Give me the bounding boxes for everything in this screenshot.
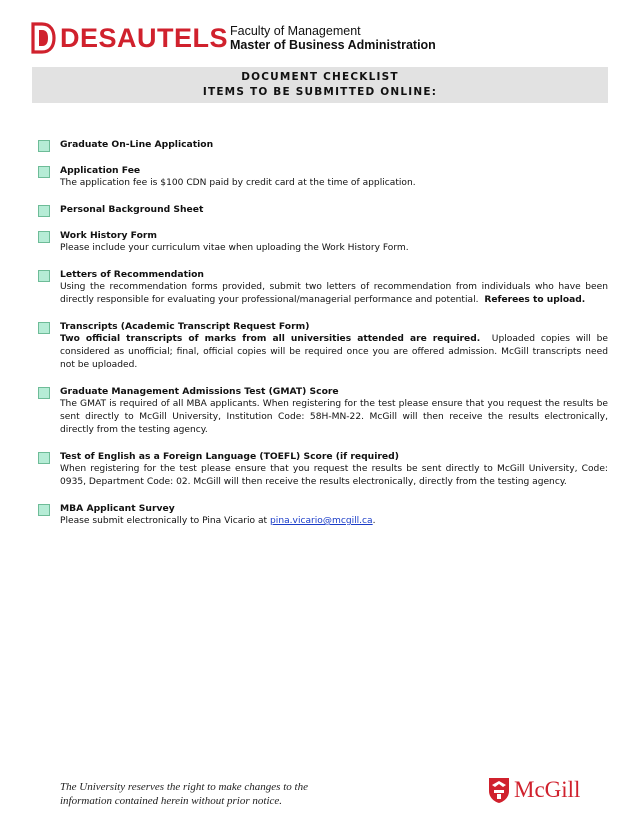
- checkbox[interactable]: [38, 387, 50, 399]
- checkbox[interactable]: [38, 322, 50, 334]
- desc-emphasis: Referees to upload.: [484, 295, 586, 305]
- header: [30, 18, 610, 58]
- mcgill-logo: [488, 776, 580, 804]
- mcgill-wordmark: McGill: [514, 777, 581, 802]
- checklist: [38, 138, 608, 528]
- desc-text: Please submit electronically to Pina Vicario at: [60, 516, 268, 526]
- desautels-logo-icon: [30, 22, 56, 54]
- disclaimer: [60, 780, 308, 808]
- banner-subtitle: ITEMS TO BE SUBMITTED ONLINE:: [202, 86, 438, 98]
- desc-end: .: [372, 516, 376, 526]
- banner-title: DOCUMENT CHECKLIST: [241, 71, 399, 83]
- desc-emphasis: Two official transcripts of marks from all universities attended are required.: [60, 334, 481, 344]
- checklist-item-survey: [38, 502, 608, 528]
- item-title: Application Fee: [60, 165, 141, 176]
- mcgill-crest-icon: [488, 776, 510, 804]
- item-desc: The application fee is $100 CDN paid by credit card at the time of application.: [60, 178, 416, 188]
- checkbox[interactable]: [38, 231, 50, 243]
- checklist-item-gmat: [38, 385, 608, 437]
- checkbox[interactable]: [38, 140, 50, 152]
- checklist-item-transcripts: [38, 320, 608, 372]
- checklist-banner: [32, 67, 608, 103]
- checkbox[interactable]: [38, 166, 50, 178]
- desc-text: Using the recommendation forms provided, submit two letters of recommendation from individuals who have been directly responsible for evaluating your professional/managerial performance and potential.: [60, 282, 608, 305]
- program-name: Master of Business Administration: [230, 38, 436, 52]
- checkbox[interactable]: [38, 452, 50, 464]
- item-desc: When registering for the test please ensure that you request the results be sent directly to McGill University, Code: 0935, Department Code: 02. McGill will then receive the results electronically, directly from the testing agency.: [60, 464, 608, 487]
- checklist-item-background: [38, 203, 608, 216]
- faculty-block: [230, 24, 436, 52]
- item-desc: [60, 333, 608, 372]
- checkbox[interactable]: [38, 504, 50, 516]
- faculty-name: Faculty of Management: [230, 24, 361, 38]
- item-title: Test of English as a Foreign Language (TOEFL) Score (if required): [60, 451, 399, 462]
- checklist-item-fee: [38, 164, 608, 190]
- checklist-item-recommendation: [38, 268, 608, 307]
- item-title: Transcripts (Academic Transcript Request Form): [60, 321, 310, 332]
- item-title: MBA Applicant Survey: [60, 503, 175, 514]
- desautels-logo: [30, 22, 228, 54]
- item-title: Personal Background Sheet: [60, 204, 204, 215]
- disclaimer-line-2: information contained herein without prior notice.: [60, 795, 283, 807]
- desautels-wordmark: DESAUTELS: [60, 23, 229, 53]
- item-desc: [60, 515, 608, 528]
- item-title: Work History Form: [60, 230, 158, 241]
- checkbox[interactable]: [38, 205, 50, 217]
- checkbox[interactable]: [38, 270, 50, 282]
- checklist-item-toefl: [38, 450, 608, 489]
- desc-text: Uploaded copies will be considered as unofficial; final, official copies will be required once you are offered admission. McGill transcripts need not be uploaded.: [60, 334, 608, 370]
- item-desc: The GMAT is required of all MBA applicants. When registering for the test please ensure that you request the results be sent directly to McGill University, Institution Code: 58H-MN-22. McGill will then receive the results electronically, directly from the testing agency.: [60, 399, 608, 435]
- disclaimer-line-1: The University reserves the right to make changes to the: [60, 781, 308, 793]
- item-desc: [60, 281, 608, 307]
- email-link[interactable]: pina.vicario@mcgill.ca: [270, 516, 373, 526]
- item-desc: Please include your curriculum vitae when uploading the Work History Form.: [60, 243, 409, 253]
- checklist-item-work-history: [38, 229, 608, 255]
- item-title: Letters of Recommendation: [60, 269, 204, 280]
- item-title: Graduate Management Admissions Test (GMAT) Score: [60, 386, 339, 397]
- checklist-item-application: [38, 138, 608, 151]
- item-title: Graduate On-Line Application: [60, 139, 214, 150]
